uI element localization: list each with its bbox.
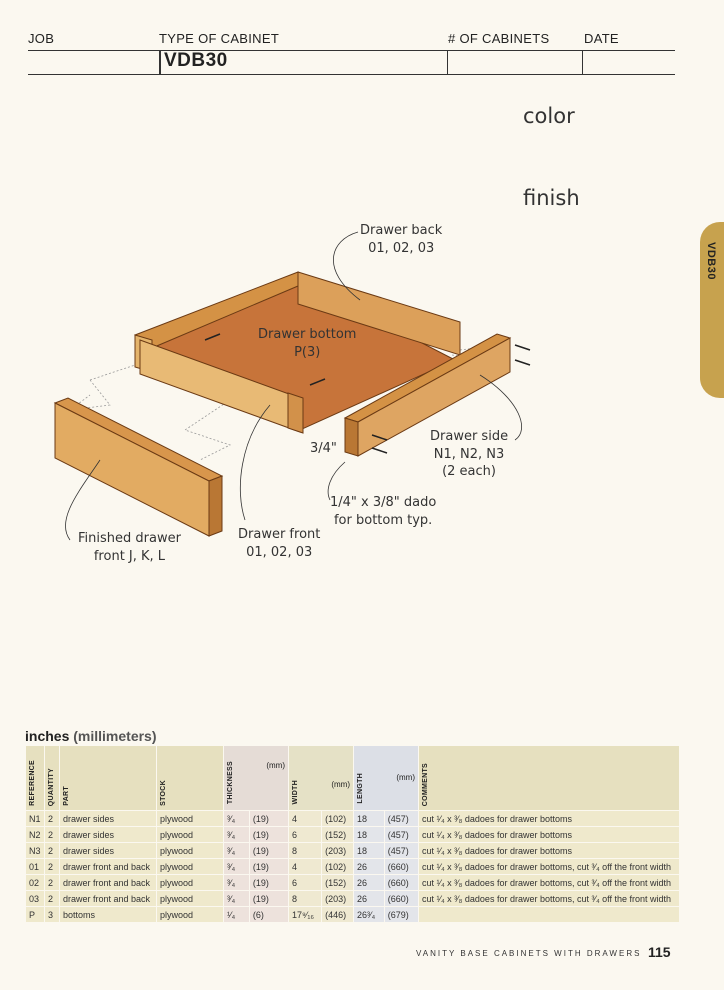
col-quantity: QUANTITY (45, 746, 60, 811)
col-part: PART (60, 746, 157, 811)
col-reference: REFERENCE (26, 746, 45, 811)
section-tab-label: VDB30 (705, 242, 717, 280)
finished-front-annotation: Finished drawer front J, K, L (78, 531, 181, 564)
number-of-cabinets-label: # OF CABINETS (448, 31, 550, 46)
screw-icon (515, 345, 530, 350)
drawer-bottom-annotation: Drawer bottom P(3) (258, 327, 357, 360)
table-row: 02 2 drawer front and back plywood ³⁄₄ (19) 6 (152) 26 (660) cut ¹⁄₄ x ³⁄₈ dadoes for drawer bottoms, cut ³⁄₄ off the front width (26, 875, 680, 891)
drawer-back-annotation: Drawer back 01, 02, 03 (360, 223, 443, 256)
finished-front-panel (55, 403, 209, 536)
screw-icon (515, 360, 530, 365)
table-row: N3 2 drawer sides plywood ³⁄₄ (19) 8 (203) 18 (457) cut ¹⁄₄ x ³⁄₈ dadoes for drawer bottoms (26, 843, 680, 859)
three-quarter-dimension: 3/4" (310, 441, 337, 456)
color-label: color (523, 104, 575, 128)
finish-label: finish (523, 186, 580, 210)
date-label: DATE (584, 31, 619, 46)
type-of-cabinet-label: TYPE OF CABINET (159, 31, 280, 46)
drawer-front-annotation: Drawer front 01, 02, 03 (238, 527, 321, 560)
col-length: LENGTH (mm) (354, 746, 419, 811)
section-footer: VANITY BASE CABINETS WITH DRAWERS (416, 949, 642, 958)
table-header-row (26, 746, 680, 811)
table-row: N1 2 drawer sides plywood ³⁄₄ (19) 4 (102) 18 (457) cut ¹⁄₄ x ³⁄₈ dadoes for drawer bottoms (26, 811, 680, 827)
col-width: WIDTH (mm) (289, 746, 354, 811)
col-thickness: THICKNESS (mm) (224, 746, 289, 811)
table-row: 01 2 drawer front and back plywood ³⁄₄ (19) 4 (102) 26 (660) cut ¹⁄₄ x ³⁄₈ dadoes for drawer bottoms, cut ³⁄₄ off the front width (26, 859, 680, 875)
cabinet-type-value: VDB30 (164, 50, 228, 71)
job-label: JOB (28, 31, 55, 46)
table-row: N2 2 drawer sides plywood ³⁄₄ (19) 6 (152) 18 (457) cut ¹⁄₄ x ³⁄₈ dadoes for drawer bottoms (26, 827, 680, 843)
page-number: 115 (648, 944, 671, 960)
dado-annotation: 1/4" x 3/8" dado for bottom typ. (330, 495, 437, 528)
table-row: 03 2 drawer front and back plywood ³⁄₄ (19) 8 (203) 26 (660) cut ¹⁄₄ x ³⁄₈ dadoes for drawer bottoms, cut ³⁄₄ off the front width (26, 891, 680, 907)
screw-icon (372, 448, 387, 453)
drawer-front-end (288, 393, 303, 433)
col-stock: STOCK (157, 746, 224, 811)
cut-list-table (26, 746, 680, 922)
drawer-side-annotation: Drawer side N1, N2, N3 (2 each) (430, 429, 509, 480)
table-row: P 3 bottoms plywood ¹⁄₄ (6) 17⁹⁄₁₆ (446) 26³⁄₄ (679) (26, 907, 680, 923)
table-title: inches (millimeters) (25, 728, 157, 744)
col-comments: COMMENTS (419, 746, 680, 811)
